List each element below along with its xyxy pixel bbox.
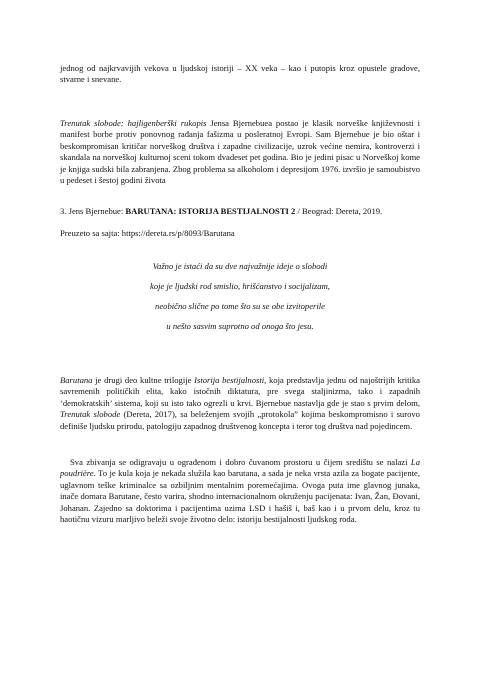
first-book-title: Trenutak slobode xyxy=(60,409,121,420)
reference-title: BARUTANA: ISTORIJA BESTIJALNOSTI 2 xyxy=(125,206,296,216)
paragraph-text: Sva zbivanja se odigravaju u ograđenom i dobro čuvanom prostoru u čijem središtu se nalazi xyxy=(70,457,411,467)
quote-line-4: u nešto sasvim suprotno od onoga što jesu. xyxy=(166,321,314,331)
paragraph-plot xyxy=(60,457,420,525)
paragraph-text: jednog od najkrvavijih vekova u ljudskoj istoriji – XX veka – kao i putopis kroz opustele gradove, stvarne i snevane. xyxy=(60,63,420,85)
source-text: Preuzeto sa sajta: https://dereta.rs/p/8093/Barutana xyxy=(60,228,235,238)
reference-prefix: 3. Jens Bjernebue: xyxy=(60,206,126,216)
paragraph-author-bio xyxy=(60,118,420,186)
source-line xyxy=(60,228,420,239)
paragraph-text: , koja predstavlja jednu od najoštrijih kritika savremenih političkih elita, kako istočnih diktatura, pre svega staljinizma, tako i zapadnih ‘demokratskih’ sistema, koji su isto tako ogrezli u krvi. Bjernebue nastavlja gde je stao s prvim delom, xyxy=(60,375,420,408)
trilogy-title: Istorija bestijalnosti xyxy=(194,375,265,385)
quote-line-3: neobično slične po tome što su se obe izvitoperile xyxy=(155,301,325,311)
quote-line-2: koje je ljudski rod smislio, hrišćanstvo i socijalizam, xyxy=(150,281,330,291)
quote-line-1: Važno je istaći da su dve najvažnije ideje o slobodi xyxy=(152,261,328,271)
paragraph-text: je drugi deo kultne trilogije xyxy=(92,375,195,385)
place-name: La poudrière xyxy=(60,457,420,479)
paragraph-text: Jensa Bjernebuea postao je klasik norveške književnosti i manifest borbe protiv ponovnog rađanja fašizma u posleratnoj Evropi. Sam Bjernebue je bio oštar i beskompromisan kritičar norveškog društva i zapadne civilizacije, uzrok većine nemira, kontroverzi i skandala na norveškoj kulturnoj sceni tokom dvadeset pet godina. Bio je jedini pisac u Norveškoj kome je knjiga sudski bila zabranjena. Zbog problema sa alkoholom i depresijom 1976. izvršio je samoubistvo u pedeset i šestoj godini života xyxy=(60,118,420,186)
book-reference xyxy=(60,206,420,217)
paragraph-intro-end xyxy=(60,63,420,86)
book-title: Trenutak slobode: hajligenberški rukopis xyxy=(60,118,207,128)
paragraph-barutana-description xyxy=(60,375,420,432)
paragraph-text: . To je kula koja je nekada služila kao barutana, a sada je neka vrsta azila za bogate pacijente, uglavnom teške kriminalce sa ozbiljnim mentalnim poremećajima. Ovoga puta ime glavnog junaka, inače domara Barutane, često varira, shodno internacionalnom okruženju pacijenata: Ivan, Žan, Đovani, Johanan. Zajedno sa doktorima i pacijentima uzima LSD i hašiš i, baš kao i u prvom delu, kroz tu haotičnu vizuru marljivo beleži svoje životno delo: istoriju bestijalnosti ljudskog roda. xyxy=(60,468,420,525)
book-title: Barutana xyxy=(60,375,93,385)
paragraph-text: (Dereta, 2017), sa beleženjem svojih „protokola” kojima beskompromisno i surovo definiše ljudsku prirodu, patologiju zapadnog društvenog koncepta i teror tog društva nad pojedincem. xyxy=(60,409,420,431)
reference-publisher: / Beograd: Dereta, 2019. xyxy=(295,206,383,216)
